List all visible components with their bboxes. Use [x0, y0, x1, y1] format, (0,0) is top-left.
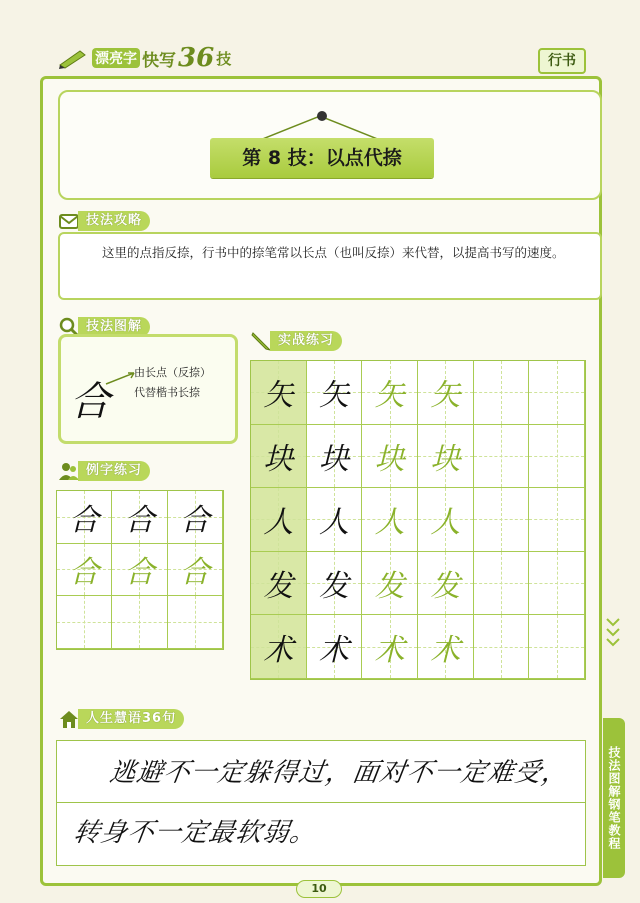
page-number: 10	[296, 880, 342, 898]
wisdom-divider	[56, 802, 586, 803]
tips-text: 这里的点指反捺，行书中的捺笔常以长点（也叫反捺）来代替，以提高书写的速度。	[58, 232, 602, 300]
practice-blank-cell[interactable]	[474, 552, 530, 616]
style-tag: 行书	[538, 48, 586, 74]
practice-model-cell: 术	[251, 615, 307, 679]
people-icon	[58, 460, 80, 482]
practice-model-cell: 矢	[251, 361, 307, 425]
practice-blank-cell[interactable]	[474, 615, 530, 679]
practice-blank-cell[interactable]	[474, 425, 530, 489]
practice-blank-cell[interactable]	[529, 488, 585, 552]
example-cell: 合	[112, 491, 167, 544]
practice-trace-cell: 人	[362, 488, 418, 552]
envelope-icon	[58, 210, 80, 232]
examples-section-label	[58, 460, 150, 482]
practice-blank-cell[interactable]	[474, 488, 530, 552]
example-trace-cell: 合	[168, 544, 223, 597]
illustration-label: 技法图解	[78, 317, 150, 337]
page-title: 第 8 技：以点代捺	[210, 138, 434, 178]
wisdom-line-2: 转身不一定最软弱。	[71, 818, 319, 848]
example-cell: 合	[57, 491, 112, 544]
side-tab: 技法图解钢笔教程	[603, 718, 625, 878]
pointer-arrow-icon	[104, 370, 138, 386]
practice-trace-cell: 块	[418, 425, 474, 489]
pencil-icon	[250, 330, 272, 352]
practice-blank-cell[interactable]	[474, 361, 530, 425]
practice-cell: 术	[307, 615, 363, 679]
practice-trace-cell: 人	[418, 488, 474, 552]
practice-label: 实战练习	[270, 331, 342, 351]
examples-label: 例字练习	[78, 461, 150, 481]
practice-cell: 块	[307, 425, 363, 489]
practice-model-cell: 块	[251, 425, 307, 489]
house-icon	[58, 708, 80, 730]
practice-cell: 发	[307, 552, 363, 616]
brand-text-1: 漂亮字	[92, 48, 140, 68]
illustration-char: 合	[70, 379, 110, 425]
practice-trace-cell: 矢	[362, 361, 418, 425]
brand-text-3: 36	[178, 43, 215, 73]
practice-grid	[250, 360, 586, 680]
example-trace-cell: 合	[57, 544, 112, 597]
wisdom-line-1: 逃避不一定躲得过，面对不一定难受，	[107, 758, 571, 788]
wisdom-label: 人生慧语36句	[78, 709, 184, 729]
practice-model-cell: 发	[251, 552, 307, 616]
example-grid	[56, 490, 224, 650]
practice-trace-cell: 发	[418, 552, 474, 616]
brand-text-4: 技	[216, 49, 232, 68]
practice-trace-cell: 发	[362, 552, 418, 616]
brand-logo	[58, 44, 231, 72]
practice-model-cell: 人	[251, 488, 307, 552]
practice-trace-cell: 术	[362, 615, 418, 679]
side-arrows-icon	[604, 615, 622, 651]
practice-section-label	[250, 330, 342, 352]
practice-trace-cell: 术	[418, 615, 474, 679]
wisdom-section-label	[58, 708, 184, 730]
practice-trace-cell: 块	[362, 425, 418, 489]
example-blank-cell[interactable]	[168, 596, 223, 649]
example-trace-cell: 合	[112, 544, 167, 597]
practice-cell: 人	[307, 488, 363, 552]
tips-label: 技法攻略	[78, 211, 150, 231]
practice-blank-cell[interactable]	[529, 425, 585, 489]
practice-blank-cell[interactable]	[529, 615, 585, 679]
illustration-note-line1: 由长点（反捺）	[134, 366, 211, 379]
practice-trace-cell: 矢	[418, 361, 474, 425]
practice-blank-cell[interactable]	[529, 552, 585, 616]
example-cell: 合	[168, 491, 223, 544]
example-blank-cell[interactable]	[57, 596, 112, 649]
practice-cell: 矢	[307, 361, 363, 425]
practice-blank-cell[interactable]	[529, 361, 585, 425]
illustration-note-line2: 代替楷书长捺	[134, 386, 200, 399]
brand-text-2: 快写	[142, 50, 176, 71]
tips-section-label	[58, 210, 150, 232]
example-blank-cell[interactable]	[112, 596, 167, 649]
pen-icon	[58, 47, 88, 69]
